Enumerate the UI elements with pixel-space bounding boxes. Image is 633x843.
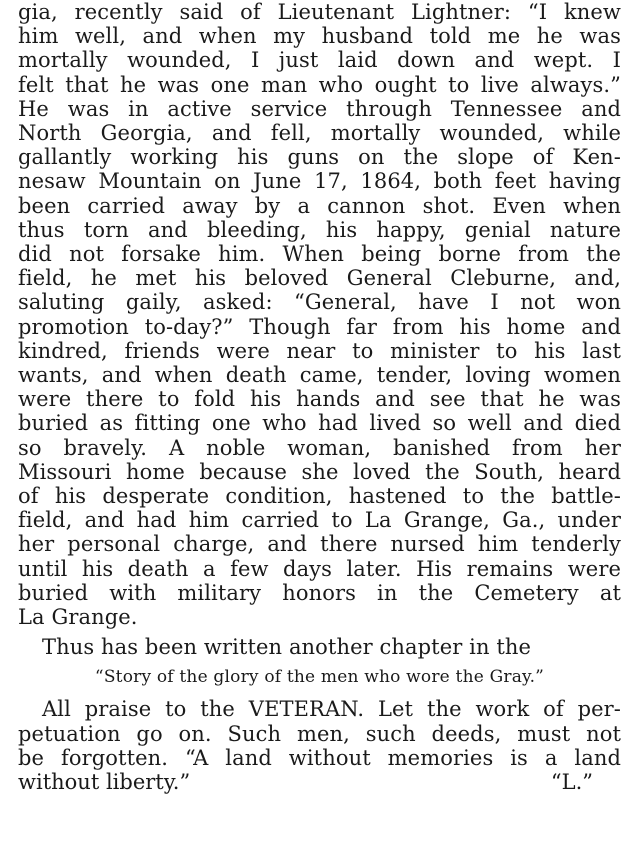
text-line: nesaw Mountain on June 17, 1864, both feet having (18, 169, 621, 194)
text-line: felt that he was one man who ought to live always.” (18, 72, 621, 97)
text-line: mortally wounded, I just laid down and wept. I (18, 48, 621, 73)
paragraph-1 (18, 0, 621, 629)
text-line: her personal charge, and there nursed him tenderly (18, 532, 621, 557)
text-line: be forgotten. “A land without memories is a land (18, 745, 621, 770)
text-line: did not forsake him. When being borne from the (18, 242, 621, 267)
text-line: kindred, friends were near to minister to his last (18, 338, 621, 363)
paragraph-2: Thus has been written another chapter in the (42, 635, 532, 660)
text-line: petuation go on. Such men, such deeds, must not (18, 721, 621, 746)
text-line: field, he met his beloved General Cleburne, and, (18, 266, 621, 291)
text-line: field, and had him carried to La Grange, Ga., under (18, 508, 621, 533)
text-line: North Georgia, and fell, mortally wounded, while (18, 121, 621, 146)
closing-line (18, 770, 621, 794)
text-line: him well, and when my husband told me he was (18, 24, 621, 49)
closing-text: without liberty.” (18, 770, 191, 795)
text-line: thus torn and bleeding, his happy, genial nature (18, 217, 621, 242)
text-line: gallantly working his guns on the slope of Ken- (18, 145, 621, 170)
author-signature: “L.” (550, 770, 593, 795)
text-line: saluting gaily, asked: “General, have I not won (18, 290, 621, 315)
paragraph-3 (18, 697, 621, 794)
text-line: so bravely. A noble woman, banished from her (18, 435, 621, 460)
text-line: He was in active service through Tennessee and (18, 96, 621, 121)
text-line: were there to fold his hands and see that he was (18, 387, 621, 412)
text-line: promotion to-day?” Though far from his home and (18, 314, 621, 339)
text-line: until his death a few days later. His remains were (18, 556, 621, 581)
text-line: buried with military honors in the Cemetery at (18, 580, 621, 605)
text-line: been carried away by a cannon shot. Even when (18, 193, 621, 218)
text-line: wants, and when death came, tender, loving women (18, 363, 621, 388)
verse-quotation: “Story of the glory of the men who wore the Gray.” (94, 667, 545, 688)
text-line: buried as fitting one who had lived so well and died (18, 411, 621, 436)
text-line: gia, recently said of Lieutenant Lightner: “I knew (18, 0, 621, 24)
text-line: All praise to the VETERAN. Let the work of per- (42, 697, 621, 722)
text-line: Missouri home because she loved the South, heard (18, 459, 621, 484)
text-line: of his desperate condition, hastened to the battle- (18, 484, 621, 509)
text-line: La Grange. (18, 605, 138, 630)
